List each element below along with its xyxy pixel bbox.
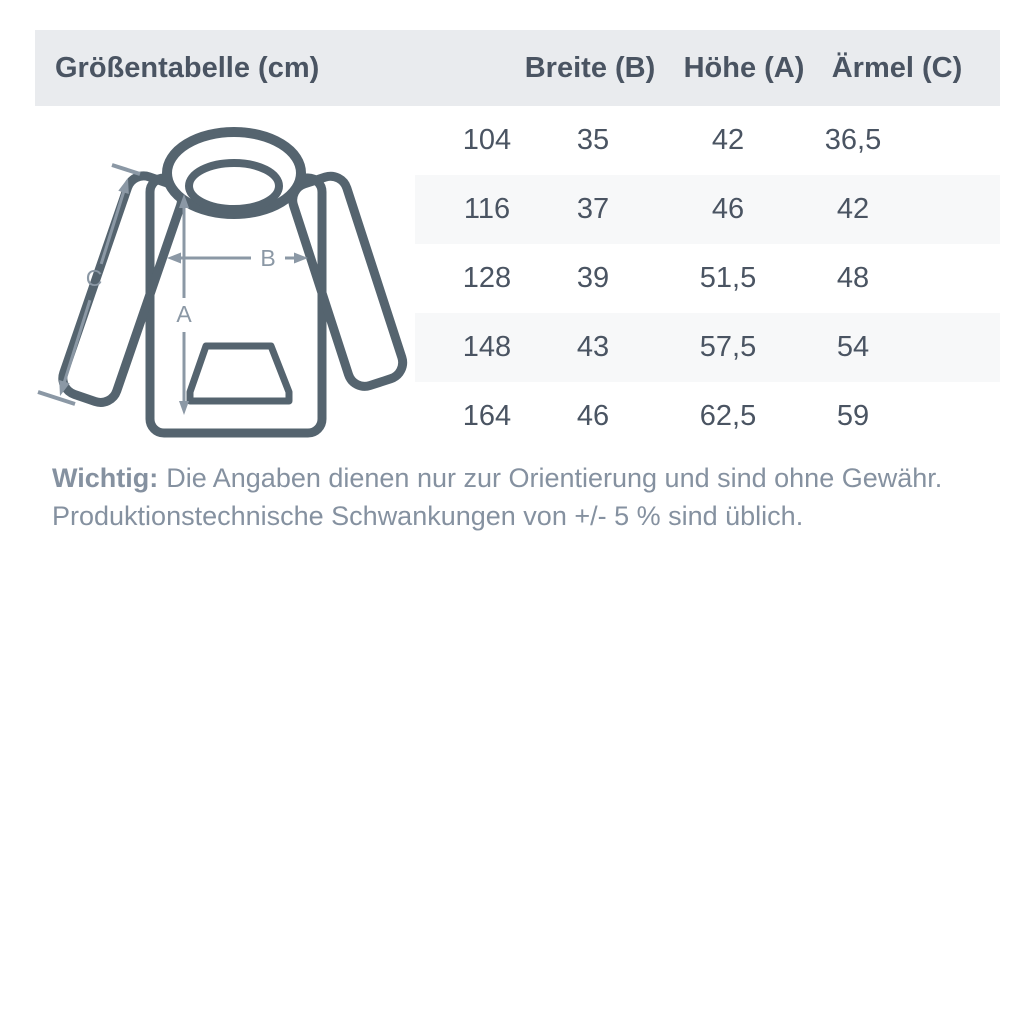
table-cell: 148 [462, 331, 512, 363]
table-cell: 116 [463, 193, 511, 225]
hoodie-pocket [190, 346, 289, 401]
hoodie-outline [58, 132, 407, 433]
table-cell: 164 [462, 400, 512, 432]
dim-label-b: B [260, 245, 276, 271]
table-cell: 54 [836, 331, 870, 363]
table-cell: 42 [836, 193, 870, 225]
table-row [415, 244, 1000, 313]
table-cell: 46 [711, 193, 745, 225]
table-row [415, 382, 1000, 451]
table-cell: 35 [576, 124, 610, 156]
hoodie-hood-inner [189, 163, 279, 209]
disclaimer-bold: Wichtig: [52, 463, 159, 493]
column-header-hoehe: Höhe (A) [683, 52, 805, 84]
disclaimer-note [52, 459, 962, 535]
table-cell: 39 [576, 262, 610, 294]
table-cell: 48 [836, 262, 870, 294]
table-title: Größentabelle (cm) [55, 52, 320, 84]
hoodie-measurement-diagram [35, 118, 415, 438]
column-header-aermel: Ärmel (C) [831, 52, 963, 84]
table-cell: 62,5 [699, 400, 757, 432]
table-header [35, 30, 1000, 106]
table-cell: 57,5 [699, 331, 757, 363]
dim-label-c: C [85, 265, 103, 291]
table-row [415, 175, 1000, 244]
disclaimer-line-1 [52, 459, 962, 497]
arrowhead-c-up [118, 178, 129, 194]
table-cell: 46 [576, 400, 610, 432]
table-cell: 42 [711, 124, 745, 156]
table-cell: 51,5 [699, 262, 757, 294]
disclaimer-line-2: Produktionstechnische Schwankungen von +/- 5 % sind üblich. [52, 501, 804, 531]
table-cell: 128 [462, 262, 512, 294]
dim-c-line [64, 300, 90, 382]
dim-c-tick-top [112, 165, 140, 174]
dim-c-line [101, 191, 124, 264]
table-cell: 37 [576, 193, 610, 225]
disclaimer-text-1: Die Angaben dienen nur zur Orientierung und sind ohne Gewähr. [166, 463, 943, 493]
column-header-breite: Breite (B) [524, 52, 656, 84]
table-cell: 43 [576, 331, 610, 363]
table-cell: 59 [836, 400, 870, 432]
table-row [415, 106, 1000, 175]
size-table-body [415, 106, 1000, 451]
dim-label-a: A [176, 301, 192, 327]
table-cell: 36,5 [824, 124, 882, 156]
table-cell: 104 [462, 124, 512, 156]
table-row [415, 313, 1000, 382]
